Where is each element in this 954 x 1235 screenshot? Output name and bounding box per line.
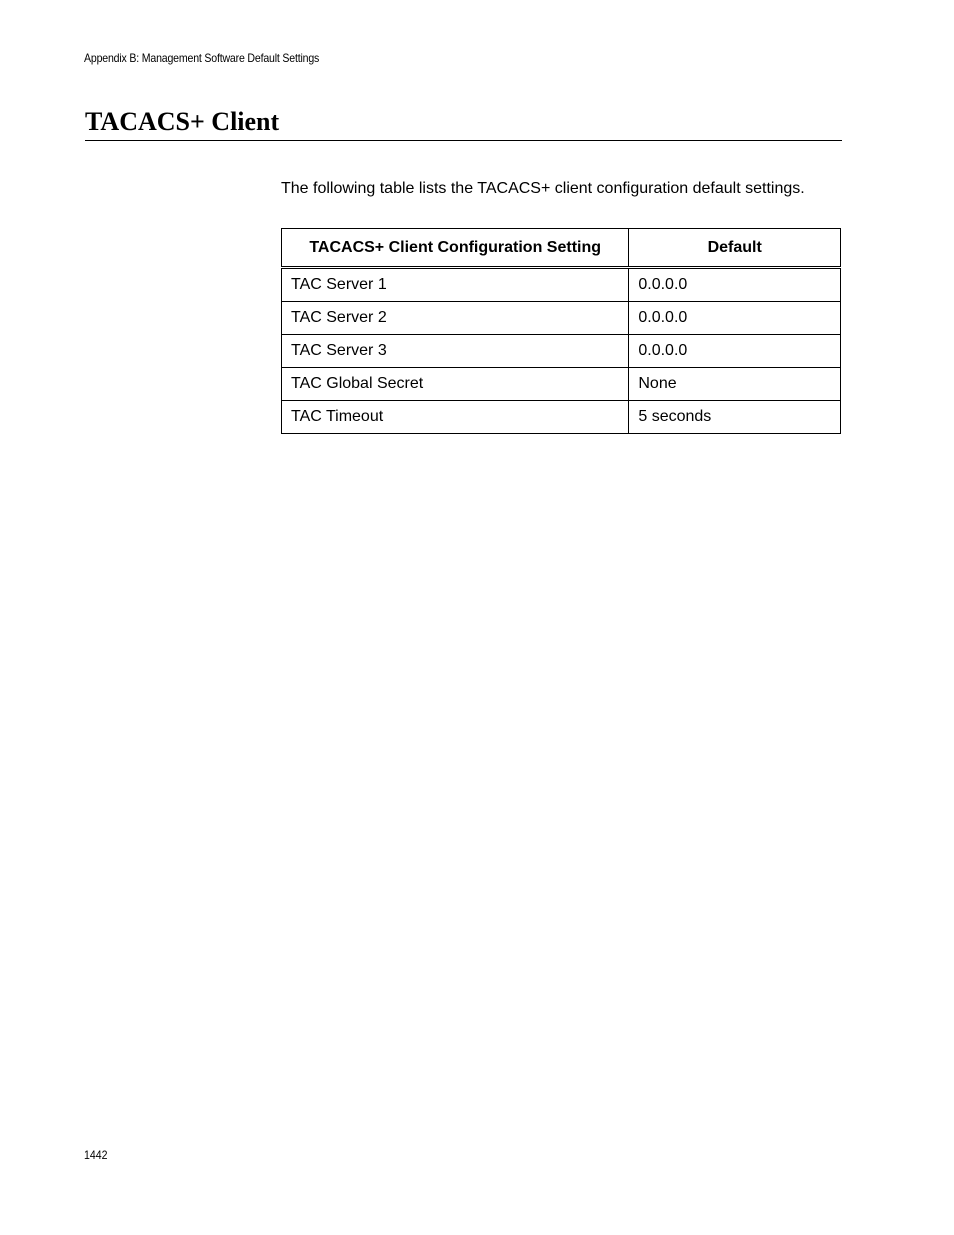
default-cell: 0.0.0.0: [629, 335, 841, 368]
default-cell: 5 seconds: [629, 401, 841, 434]
default-cell: None: [629, 368, 841, 401]
setting-cell: TAC Server 3: [282, 335, 629, 368]
column-header-default: Default: [629, 229, 841, 268]
setting-cell: TAC Server 2: [282, 302, 629, 335]
table-header-row: [282, 229, 841, 268]
default-cell: 0.0.0.0: [629, 302, 841, 335]
setting-cell: TAC Global Secret: [282, 368, 629, 401]
intro-paragraph: The following table lists the TACACS+ client configuration default settings.: [281, 180, 805, 197]
table-row: [282, 302, 841, 335]
running-header: Appendix B: Management Software Default Settings: [84, 51, 320, 65]
table-row: [282, 401, 841, 434]
setting-cell: TAC Server 1: [282, 268, 629, 302]
table-row: [282, 268, 841, 302]
title-rule: [85, 140, 842, 141]
page-number: 1442: [84, 1148, 108, 1162]
default-cell: 0.0.0.0: [629, 268, 841, 302]
section-title: TACACS+ Client: [85, 107, 280, 136]
defaults-table: [281, 228, 841, 434]
table-row: [282, 368, 841, 401]
column-header-setting: TACACS+ Client Configuration Setting: [282, 229, 629, 268]
table-row: [282, 335, 841, 368]
setting-cell: TAC Timeout: [282, 401, 629, 434]
